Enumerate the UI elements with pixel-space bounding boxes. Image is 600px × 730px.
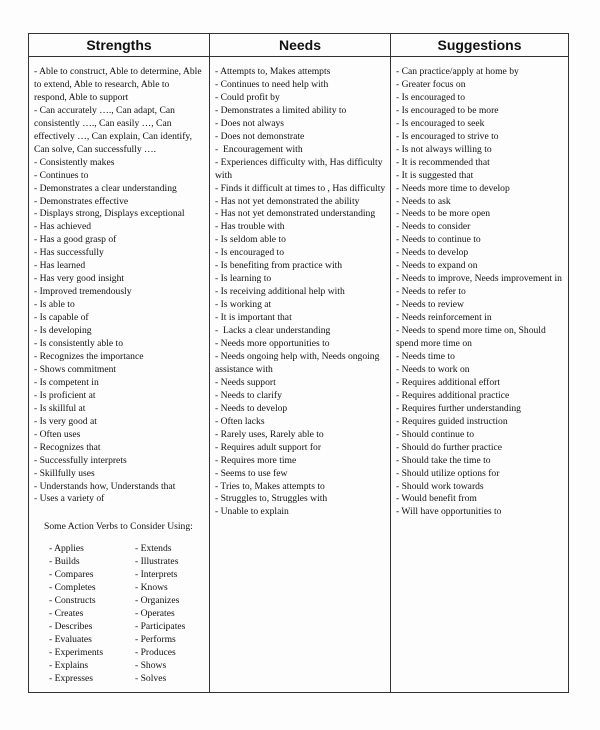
list-item: - Requires more time <box>215 454 297 466</box>
list-item: - Is seldom able to <box>215 234 286 246</box>
needs-column <box>210 57 391 692</box>
list-item: - Constructs <box>49 595 96 607</box>
list-item: - Is learning to <box>215 273 272 285</box>
table-body-row <box>29 57 568 692</box>
list-item: - Needs support <box>215 376 276 388</box>
list-item: - Knows <box>135 582 168 594</box>
suggestions-list <box>391 57 568 519</box>
action-verbs <box>49 543 209 685</box>
list-item: - Needs to continue to <box>396 234 481 246</box>
list-item: - Does not always <box>215 117 285 129</box>
list-item: - Has not yet demonstrated understanding <box>215 208 376 220</box>
list-item: - Requires additional effort <box>396 376 500 388</box>
list-item: - Is consistently able to <box>34 338 123 350</box>
table-header-row <box>29 34 568 57</box>
list-item: - Expresses <box>49 672 93 684</box>
list-item: - Demonstrates effective <box>34 195 129 207</box>
list-item: - Extends <box>135 543 172 555</box>
list-item: - Is competent in <box>34 376 99 388</box>
list-item: - Will have opportunities to <box>396 506 502 518</box>
list-item: - Has achieved <box>34 221 92 233</box>
list-item: - Solves <box>135 672 167 684</box>
list-item: - Greater focus on <box>396 78 466 90</box>
list-item: - Needs to clarify <box>215 389 282 401</box>
list-item: respond, Able to support <box>34 91 129 103</box>
list-item: - Attempts to, Makes attempts <box>215 66 331 77</box>
suggestions-column <box>391 57 568 692</box>
list-item: - Consistently makes <box>34 156 115 168</box>
needs-heading: Needs <box>210 34 391 56</box>
list-item: - Requires guided instruction <box>396 415 508 427</box>
list-item: - Experiences difficulty with, Has difficulty <box>215 156 383 168</box>
list-item: - It is important that <box>215 312 292 324</box>
list-item: - Needs more opportunities to <box>215 338 330 350</box>
list-item: spend more time on <box>396 338 472 350</box>
list-item: - Is very good at <box>34 415 97 427</box>
strengths-list <box>29 57 209 506</box>
action-verbs-list-2 <box>135 543 185 685</box>
strengths-heading: Strengths <box>29 34 210 56</box>
list-item: - Rarely uses, Rarely able to <box>215 428 324 440</box>
list-item: - Applies <box>49 543 84 555</box>
list-item: - Performs <box>135 634 176 646</box>
list-item: - Able to construct, Able to determine, Able <box>34 66 202 77</box>
list-item: - Interprets <box>135 569 178 581</box>
list-item: - Needs more time to develop <box>396 182 510 194</box>
list-item: - Shows <box>135 659 167 671</box>
list-item: - Successfully interprets <box>34 454 127 466</box>
list-item: with <box>215 169 233 181</box>
list-item: - Recognizes the importance <box>34 350 144 362</box>
list-item: - Is benefiting from practice with <box>215 260 343 272</box>
list-item: consistently …., Can easily …, Can <box>34 117 172 129</box>
list-item: - Can practice/apply at home by <box>396 66 519 77</box>
list-item: effectively …, Can explain, Can identify, <box>34 130 192 142</box>
list-item: - Needs to be more open <box>396 208 491 220</box>
list-item: - Is able to <box>34 299 75 311</box>
list-item: - Struggles to, Struggles with <box>215 493 328 505</box>
list-item: - Is working at <box>215 299 272 311</box>
list-item: - Is capable of <box>34 312 89 324</box>
list-item: - Continues to <box>34 169 89 181</box>
list-item: Can solve, Can successfully …. <box>34 143 157 155</box>
list-item: - Describes <box>49 621 93 633</box>
list-item: - Needs to work on <box>396 363 470 375</box>
list-item: - Should work towards <box>396 480 484 492</box>
action-verbs-title: Some Action Verbs to Consider Using: <box>44 521 193 533</box>
list-item: - Requires additional practice <box>396 389 510 401</box>
list-item: - Experiments <box>49 647 104 659</box>
list-item: - Has learned <box>34 260 86 272</box>
list-item: - Requires adult support for <box>215 441 322 453</box>
list-item: - Creates <box>49 608 84 620</box>
list-item: - Needs time to <box>396 350 455 362</box>
list-item: - Requires further understanding <box>396 402 521 414</box>
list-item: - Demonstrates a clear understanding <box>34 182 177 194</box>
list-item: - It is recommended that <box>396 156 490 168</box>
list-item: - Demonstrates a limited ability to <box>215 104 347 116</box>
list-item: - Has successfully <box>34 247 104 259</box>
list-item: assistance with <box>215 363 273 375</box>
list-item: - Recognizes that <box>34 441 101 453</box>
list-item: - Compares <box>49 569 94 581</box>
list-item: - Should take the time to <box>396 454 491 466</box>
list-item: - Needs reinforcement in <box>396 312 492 324</box>
list-item: - Is proficient at <box>34 389 96 401</box>
list-item: - Needs to refer to <box>396 286 466 298</box>
list-item: - Needs to spend more time on, Should <box>396 325 546 337</box>
list-item: - Needs to consider <box>396 221 471 233</box>
list-item: - Operates <box>135 608 175 620</box>
list-item: - Finds it difficult at times to , Has difficulty <box>215 182 386 194</box>
list-item: - Can accurately …., Can adapt, Can <box>34 104 175 116</box>
list-item: - Shows commitment <box>34 363 117 375</box>
list-item: - Is receiving additional help with <box>215 286 345 298</box>
list-item: - Could profit by <box>215 91 280 103</box>
list-item: - Often uses <box>34 428 81 440</box>
list-item: - Builds <box>49 556 80 568</box>
list-item: - Needs to ask <box>396 195 451 207</box>
list-item: - Should do further practice <box>396 441 503 453</box>
list-item: - Has trouble with <box>215 221 285 233</box>
list-item: - Is encouraged to be more <box>396 104 499 116</box>
list-item: - Explains <box>49 659 89 671</box>
list-item: - Is encouraged to <box>215 247 284 259</box>
list-item: - Improved tremendously <box>34 286 132 298</box>
list-item: - It is suggested that <box>396 169 474 181</box>
suggestions-heading: Suggestions <box>437 37 522 53</box>
list-item: - Has a good grasp of <box>34 234 117 246</box>
list-item: - Evaluates <box>49 634 92 646</box>
list-item: - Has not yet demonstrated the ability <box>215 195 360 207</box>
list-item: - Needs to develop <box>396 247 469 259</box>
list-item: - Needs to expand on <box>396 260 478 272</box>
list-item: - Skillfully uses <box>34 467 95 479</box>
list-item: - Unable to explain <box>215 506 289 518</box>
list-item: - Needs ongoing help with, Needs ongoing <box>215 350 380 362</box>
needs-list <box>210 57 390 519</box>
list-item: - Is skillful at <box>34 402 86 414</box>
list-item: - Tries to, Makes attempts to <box>215 480 325 492</box>
list-item: - Illustrates <box>135 556 179 568</box>
list-item: - Needs to develop <box>215 402 288 414</box>
list-item: - Is not always willing to <box>396 143 492 155</box>
list-item: - Has very good insight <box>34 273 125 285</box>
list-item: - Should continue to <box>396 428 475 440</box>
strengths-column <box>29 57 210 692</box>
list-item: - Produces <box>135 647 176 659</box>
list-item: - Uses a variety of <box>34 493 105 505</box>
list-item: - Needs to review <box>396 299 464 311</box>
list-item: - Often lacks <box>215 415 265 427</box>
list-item: - Displays strong, Displays exceptional <box>34 208 185 220</box>
list-item: - Continues to need help with <box>215 78 329 90</box>
list-item: - Seems to use few <box>215 467 288 479</box>
list-item: - Is encouraged to strive to <box>396 130 499 142</box>
list-item: - Is developing <box>34 325 92 337</box>
list-item: - Is encouraged to seek <box>396 117 485 129</box>
list-item: - Does not demonstrate <box>215 130 305 142</box>
list-item: - Lacks a clear understanding <box>215 325 331 337</box>
list-item: - Should utilize options for <box>396 467 500 479</box>
action-verbs-list-1 <box>49 543 135 685</box>
list-item: - Needs to improve, Needs improvement in <box>396 273 562 285</box>
comments-table <box>28 33 569 693</box>
list-item: - Participates <box>135 621 186 633</box>
list-item: - Encouragement with <box>215 143 303 155</box>
list-item: to extend, Able to research, Able to <box>34 78 170 90</box>
list-item: - Would benefit from <box>396 493 477 505</box>
list-item: - Organizes <box>135 595 180 607</box>
list-item: - Is encouraged to <box>396 91 465 103</box>
list-item: - Understands how, Understands that <box>34 480 176 492</box>
list-item: - Completes <box>49 582 96 594</box>
